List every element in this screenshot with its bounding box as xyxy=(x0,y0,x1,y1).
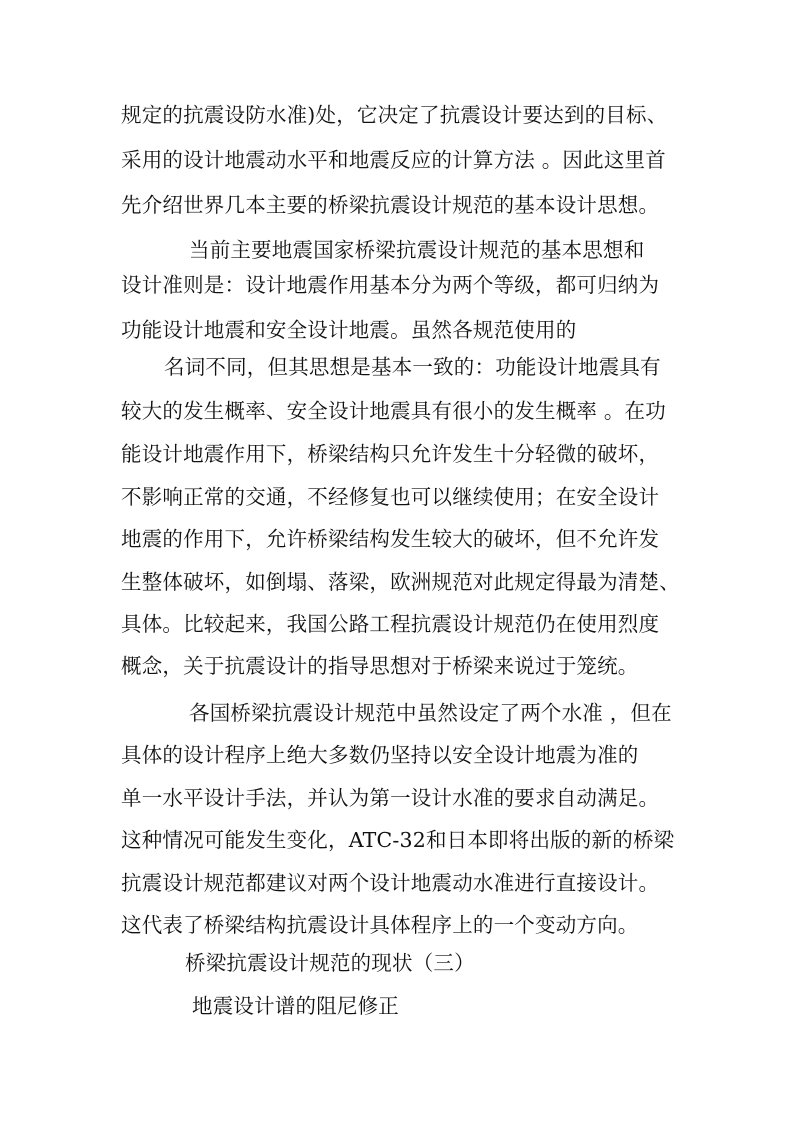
paragraph-line: 不影响正常的交通，不经修复也可以继续使用；在安全设计 xyxy=(121,485,660,509)
paragraph-line: 各国桥梁抗震设计规范中虽然设定了两个水准 ，但在 xyxy=(189,701,672,725)
paragraph-line: 较大的发生概率、安全设计地震具有很小的发生概率 。在功 xyxy=(121,399,666,423)
paragraph-line: 单一水平设计手法，并认为第一设计水准的要求自动满足。 xyxy=(121,786,660,810)
section-heading: 桥梁抗震设计规范的现状（三） xyxy=(185,951,475,975)
paragraph-line: 地震的作用下，允许桥梁结构发生较大的破坏，但不允许发 xyxy=(121,527,660,551)
paragraph-line: 采用的设计地震动水平和地震反应的计算方法 。因此这里首 xyxy=(121,148,666,172)
paragraph-line: 具体的设计程序上绝大多数仍坚持以安全设计地震为准的 xyxy=(121,743,639,767)
paragraph-line: 抗震设计规范都建议对两个设计地震动水准进行直接设计。 xyxy=(121,871,660,895)
paragraph-line: 规定的抗震设防水准)处，它决定了抗震设计要达到的目标、 xyxy=(121,103,668,127)
subsection-heading: 地震设计谱的阻尼修正 xyxy=(192,994,399,1018)
paragraph-line: 生整体破坏，如倒塌、落梁，欧洲规范对此规定得最为清楚、 xyxy=(121,570,680,594)
paragraph-line: 功能设计地震和安全设计地震。虽然各规范使用的 xyxy=(121,318,577,342)
paragraph-line: 具体。比较起来，我国公路工程抗震设计规范仍在使用烈度 xyxy=(121,612,660,636)
paragraph-line: 先介绍世界几本主要的桥梁抗震设计规范的基本设计思想。 xyxy=(121,193,660,217)
paragraph-line: 设计准则是：设计地震作用基本分为两个等级，都可归纳为 xyxy=(121,273,660,297)
paragraph-line: 这代表了桥梁结构抗震设计具体程序上的一个变动方向。 xyxy=(121,913,639,937)
paragraph-line: 能设计地震作用下，桥梁结构只允许发生十分轻微的破坏， xyxy=(121,442,660,466)
paragraph-line: 这种情况可能发生变化，ATC-32和日本即将出版的新的桥梁 xyxy=(121,828,675,852)
paragraph-line: 概念，关于抗震设计的指导思想对于桥梁来说过于笼统。 xyxy=(121,654,639,678)
paragraph-line: 名词不同，但其思想是基本一致的：功能设计地震具有 xyxy=(164,355,661,379)
paragraph-line: 当前主要地震国家桥梁抗震设计规范的基本思想和 xyxy=(189,238,645,262)
